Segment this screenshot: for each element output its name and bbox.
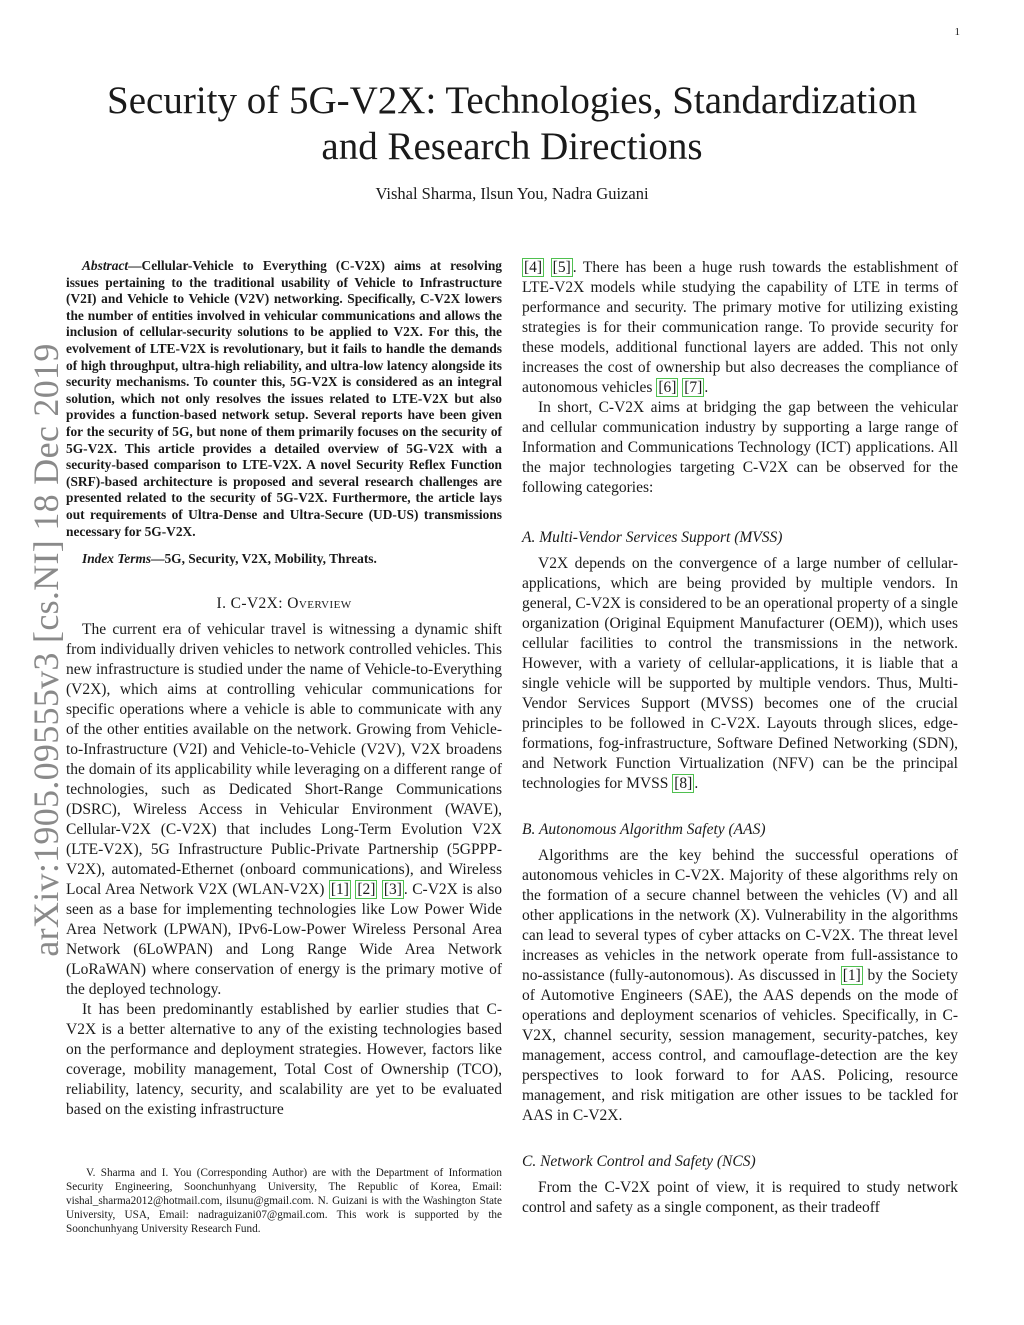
citation-link[interactable]: [2] xyxy=(357,880,376,898)
paragraph-1-text-b: . C-V2X is also seen as a base for implementing technologies like Low Power Wide Area Network (LPWAN), IPv6-Low-Power Wireless Personal Area Network (6LoWPAN) and Long Range Wide Area Network (LoRaWAN) where conservation of energy is the primary motive of the deployed technology. xyxy=(66,880,502,998)
section-heading-overview xyxy=(66,594,502,614)
title-line-2: and Research Directions xyxy=(321,125,703,168)
citation-link[interactable]: [4] xyxy=(524,259,543,276)
abstract-text: —Cellular-Vehicle to Everything (C-V2X) aims at resolving issues pertaining to the traditional usability of Vehicle to Infrastructure (V2I) and Vehicle to Vehicle (V2V) networking. Specifically, C-V2X lowers the number of entities involved in vehicular communications and allows the inclusion of cellular-security solutions to be applied to V2X. For this, the evolvement of LTE-V2X is revolutionary, but it fails to handle the demands of high throughput, ultra-high reliability, and ultra-low latency alongside its security mechanisms. To counter this, 5G-V2X is considered as an integral solution, which not only resolves the issues related to LTE-V2X but also provides a function-based network setup. Several reports have been given for the security of 5G, but none of them primarily focuses on the security of 5G-V2X. This article provides a detailed overview of 5G-V2X with a security-based comparison to LTE-V2X. A novel Security Reflex Function (SRF)-based architecture is proposed and several research challenges are presented related to the security of 5G-V2X. Furthermore, the article lays out requirements of Ultra-Dense and Ultra-Secure (UD-US) transmissions necessary for 5G-V2X. xyxy=(66,258,502,539)
subsection-heading-ncs: C. Network Control and Safety (NCS) xyxy=(522,1153,756,1170)
title-line-1: Security of 5G-V2X: Technologies, Standardization xyxy=(107,79,917,122)
citation-link[interactable]: [8] xyxy=(674,775,693,792)
mvss-text: V2X depends on the convergence of a large number of cellular-applications, which are being provided by multiple vendors. In general, C-V2X is considered to be an operational property of a single organization (Original Equipment Manufacturer (OEM)), which uses cellular facilities to control the transmissions in the network. However, with a variety of cellular-applications, it is liable that a single vehicle will be supported by multiple vendors. Thus, Multi-Vendor Services Support (MVSS) becomes one of the crucial principles to be followed in C-V2X. Layouts through slices, edge-formations, fog-infrastructure, Software Defined Networking (SDN), and Network Function Virtualization (NFV) can be the principal technologies for MVSS xyxy=(522,555,958,792)
authors: Vishal Sharma, Ilsun You, Nadra Guizani xyxy=(375,184,649,203)
page-number: 1 xyxy=(954,26,960,38)
index-terms-text: —5G, Security, V2X, Mobility, Threats. xyxy=(151,551,377,567)
subsection-heading-mvss: A. Multi-Vendor Services Support (MVSS) xyxy=(522,529,783,546)
ncs-paragraph: From the C-V2X point of view, it is required to study network control and safety as a single component, as their tradeoff xyxy=(522,1179,958,1216)
paragraph-2-continued: [4] [5] . There has been a huge rush towards the establishment of LTE-V2X models while studying the capability of LTE in terms of performance and security. The primary motive for utilizing existing strategies is for their communication range. To provide security for these models, additional functional layers are added. This not only increases the cost of ownership but also decreases the compliance of autonomous vehicles [6] [7] . xyxy=(522,259,959,396)
abstract xyxy=(66,258,502,540)
paragraph-2-text-a: It has been predominantly established by earlier studies that C-V2X is a better alternative to any of the existing technologies based on the performance and deployment strategies. However, factors like coverage, mobility management, Total Cost of Ownership (TCO), reliability, latency, security, and scalability are yet to be evaluated based on the existing infrastructure xyxy=(66,1000,502,1118)
citation-link[interactable]: [7] xyxy=(684,379,703,396)
right-column xyxy=(522,258,958,1218)
mvss-paragraph: V2X depends on the convergence of a large number of cellular-applications, which are being provided by multiple vendors. In general, C-V2X is considered to be an operational property of a single organization (Original Equipment Manufacturer (OEM)), which uses cellular facilities to control the transmissions in the network. However, with a variety of cellular-applications, it is liable that a single vehicle will be supported by multiple vendors. Thus, Multi-Vendor Services Support (MVSS) becomes one of the crucial principles to be followed in C-V2X. Layouts through slices, edge-formations, fog-infrastructure, Software Defined Networking (SDN), and Network Function Virtualization (NFV) can be the principal technologies for MVSS [8] . xyxy=(522,555,958,792)
aas-text-b: by the Society of Automotive Engineers (SAE), the AAS depends on the mode of operations and deployment scenarios of vehicles. Specifically, in C-V2X, channel security, session management, security-patches, key management, access control, and camouflage-detection are the key perspectives to look forward to for AAS. Policing, resource management, and risk mitigation are other issues to be tackled for AAS in C-V2X. xyxy=(522,967,958,1124)
paragraph-1 xyxy=(66,620,502,1000)
arxiv-identifier-text: arXiv:1905.09555v3 [cs.NI] 18 Dec 2019 xyxy=(26,343,66,957)
index-terms xyxy=(66,551,502,568)
aas-text-a: Algorithms are the key behind the successful operations of autonomous vehicles in C-V2X. Majority of these algorithms rely on the formation of a secure channel between the vehicles (V) and all other applications in the network (X). Vulnerability in the algorithms can lead to several types of cyber attacks on C-V2X. The threat level increases as vehicles in the network operate from full-assistance to no-assistance (fully-autonomous). As discussed in xyxy=(522,847,958,984)
abstract-label: Abstract xyxy=(82,258,129,273)
paragraph-2-start xyxy=(66,1000,502,1120)
section-title: C-V2X: Overview xyxy=(230,594,352,612)
aas-paragraph xyxy=(522,846,958,1126)
section-number: I. xyxy=(216,594,227,612)
index-terms-label: Index Terms xyxy=(82,551,152,567)
left-column xyxy=(66,258,502,1120)
paragraph-1-text-a: The current era of vehicular travel is witnessing a dynamic shift from individually driven vehicles to network controlled vehicles. This new infrastructure is studied under the name of Vehicle-to-Everything (V2X), which aims at controlling vehicular communications for specific operations where a vehicle is able to communicate with any of the other entities available on the network. Growing from Vehicle-to-Infrastructure (V2I) and Vehicle-to-Vehicle (V2V), V2X broadens the domain of its applicability while leveraging on a different range of technologies, such as Dedicated Short-Range Communications (DSRC), Wireless Access in Vehicular Environment (WAVE), Cellular-V2X (C-V2X) that includes Long-Term Evolution V2X (LTE-V2X), 5G Infrastructure Public-Private Partnership (5GPPP-V2X), automated-Ethernet (onboard communications), and Wireless Local Area Network V2X (WLAN-V2X) xyxy=(66,620,502,898)
author-footnote: V. Sharma and I. You (Corresponding Author) are with the Department of Information Security Engineering, Soonchunhyang University, The Republic of Korea, Email: vishal_sharma2012@hotmail.com, ilsunu@gmail.com. N. Guizani is with the Washington State University, USA, Email: nadraguizani07@gmail.com. This work is supported by the Soonchunhyang University Research Fund. xyxy=(66,1167,502,1235)
citation-link[interactable]: [1] xyxy=(330,880,349,898)
citation-link[interactable]: [6] xyxy=(658,379,677,396)
citation-link[interactable]: [5] xyxy=(552,259,571,276)
subsection-heading-aas: B. Autonomous Algorithm Safety (AAS) xyxy=(522,821,766,838)
citation-link[interactable]: [3] xyxy=(383,880,402,898)
paragraph-3: In short, C-V2X aims at bridging the gap between the vehicular and cellular communication industry by supporting a large range of Information and Communications Technology (ICT) applications. All the major technologies targeting C-V2X can be observed for the following categories: xyxy=(522,399,958,496)
paragraph-2-text-b: . There has been a huge rush towards the establishment of LTE-V2X models while studying the capability of LTE in terms of performance and security. The primary motive for utilizing existing strategies is for their communication range. To provide security for these models, additional functional layers are added. This not only increases the cost of ownership but also decreases the compliance of autonomous vehicles xyxy=(522,259,959,396)
citation-link[interactable]: [1] xyxy=(842,967,861,984)
paper-title xyxy=(60,78,964,170)
